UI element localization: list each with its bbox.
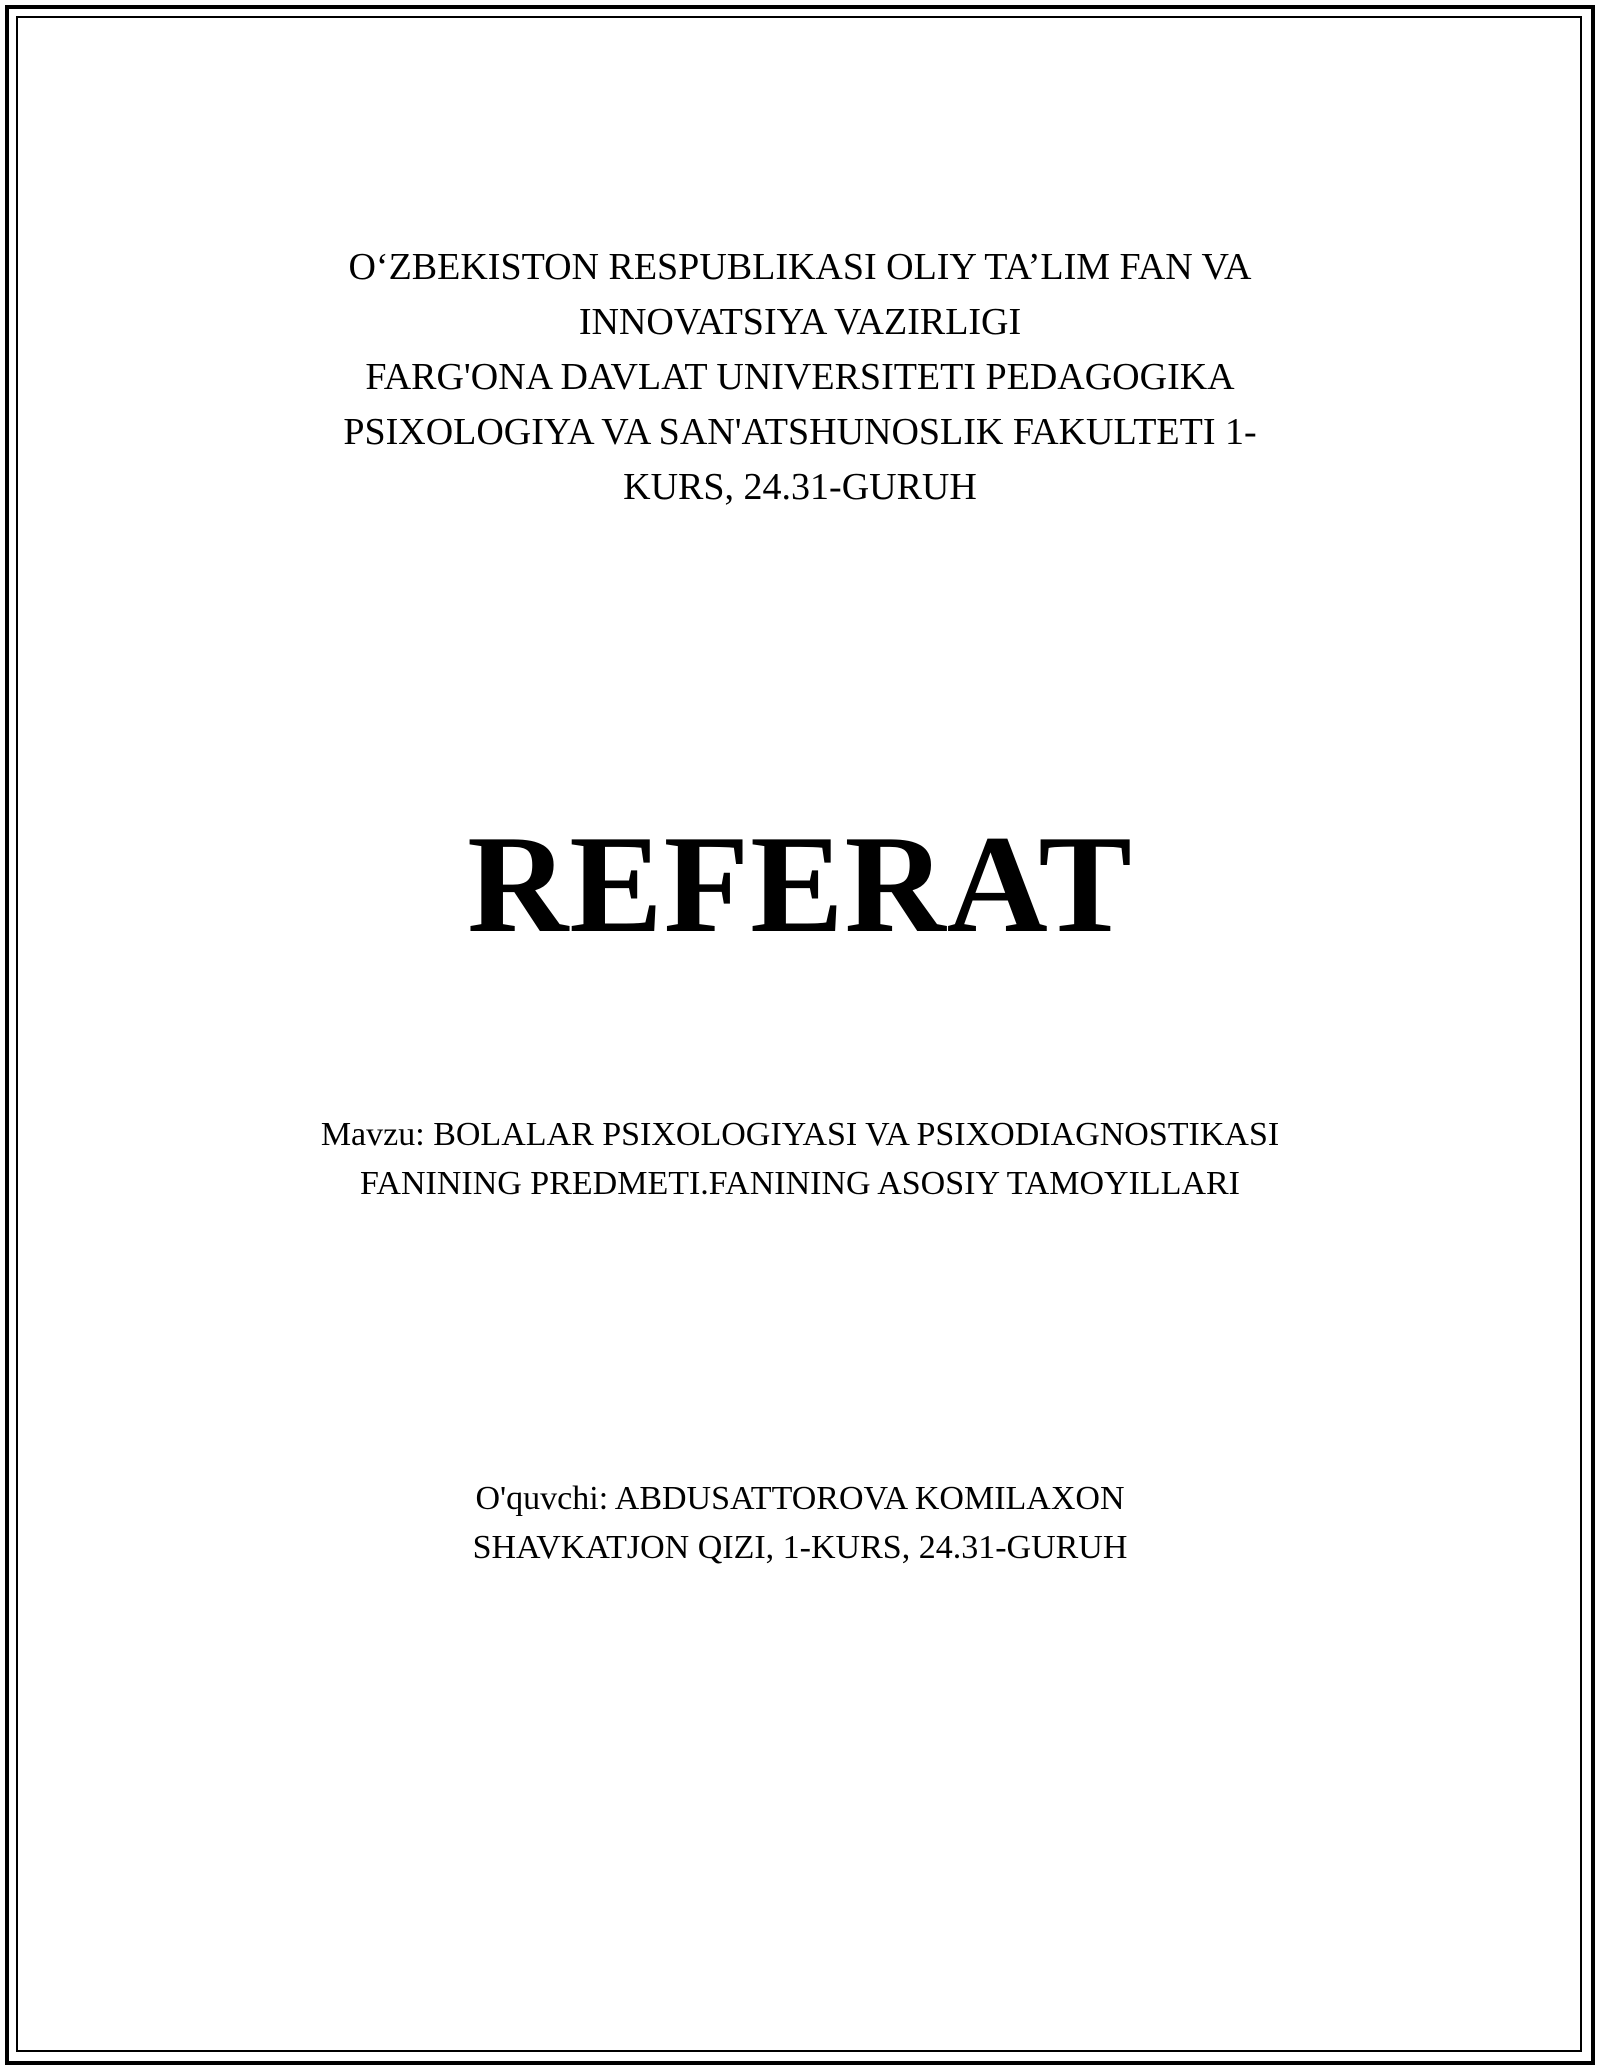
topic-line: Mavzu: BOLALAR PSIXOLOGIYASI VA PSIXODIAGNOSTIKASI — [320, 1116, 1280, 1153]
student-line: SHAVKATJON QIZI, 1-KURS, 24.31-GURUH — [472, 1529, 1128, 1566]
topic-block — [0, 1110, 1600, 1208]
header-line: O‘ZBEKISTON RESPUBLIKASI OLIY TA’LIM FAN VA — [348, 246, 1252, 288]
topic-line: FANINING PREDMETI.FANINING ASOSIY TAMOYILLARI — [360, 1165, 1240, 1202]
header-line: INNOVATSIYA VAZIRLIGI — [578, 301, 1022, 343]
student-line: O'quvchi: ABDUSATTOROVA KOMILAXON — [475, 1480, 1125, 1517]
header-line: FARG'ONA DAVLAT UNIVERSITETI PEDAGOGIKA — [365, 356, 1235, 398]
header-line: PSIXOLOGIYA VA SAN'ATSHUNOSLIK FAKULTETI 1- — [343, 411, 1257, 453]
header-line: KURS, 24.31-GURUH — [623, 466, 977, 508]
document-title: REFERAT — [467, 807, 1133, 962]
student-block — [0, 1474, 1600, 1572]
institution-header — [0, 240, 1600, 515]
